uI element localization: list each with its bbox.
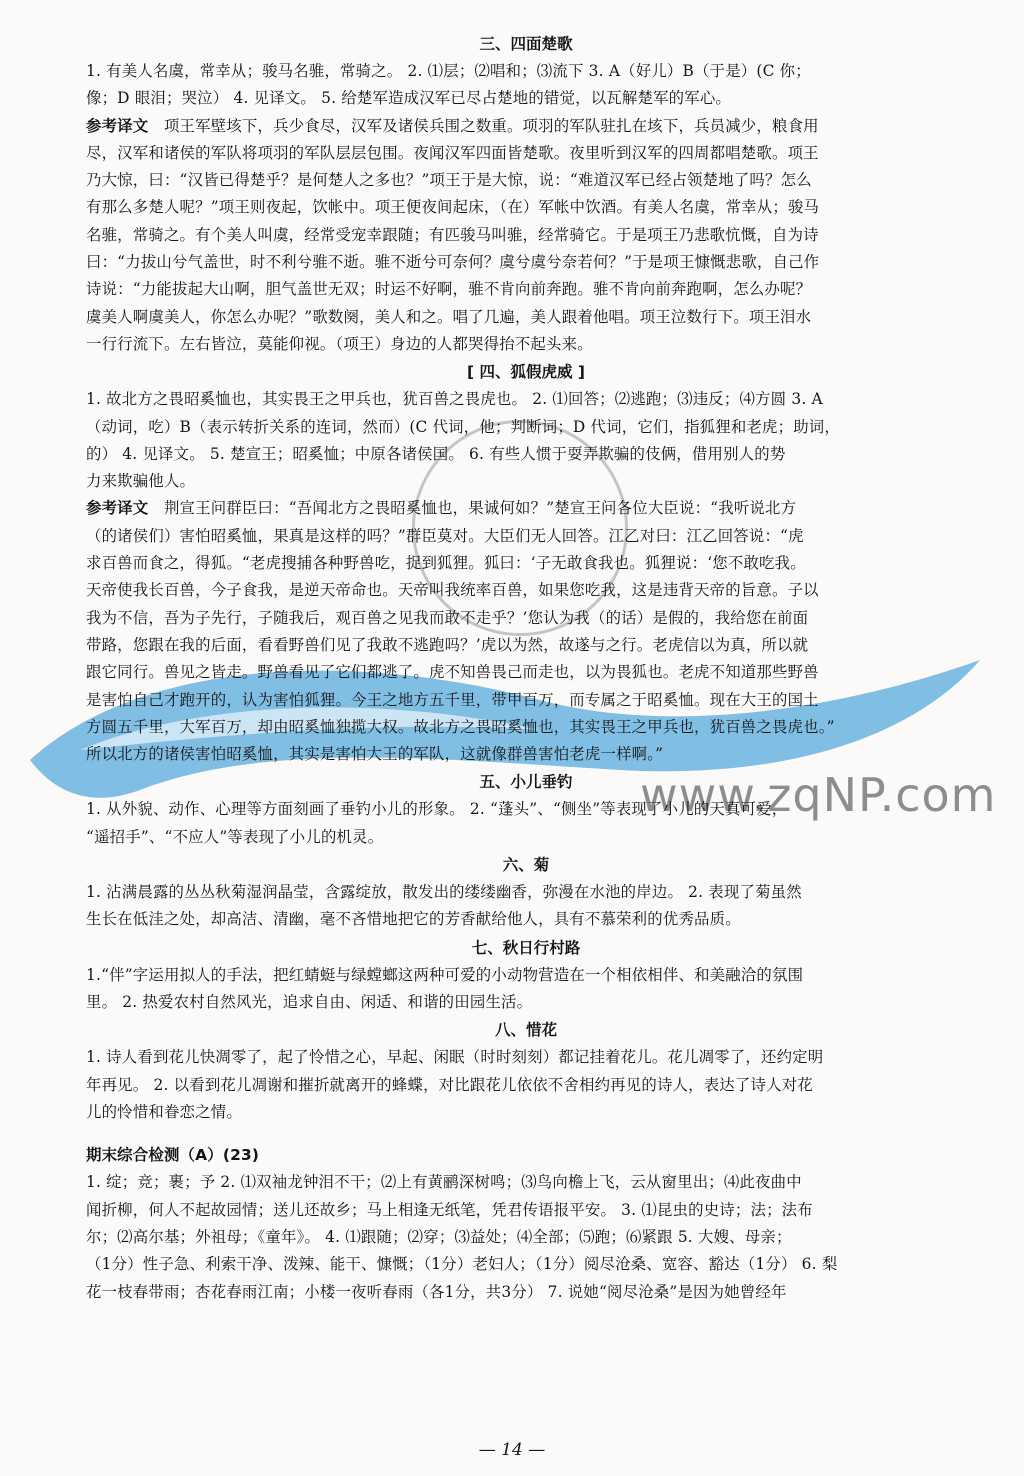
watermark-logo-text: www.zqNP.com: [640, 768, 997, 822]
section-title: 三、四面楚歌: [479, 35, 573, 53]
translation-line: 天帝使我长百兽，今子食我，是逆天帝命也。天帝叫我统率百兽，如果您吃我，这是违背天帝的旨意。子以: [86, 581, 819, 600]
translation-line: 乃大惊，曰：“汉皆已得楚乎？是何楚人之多也？”项王于是大惊，说：“难道汉军已经占领楚地了吗？怎么: [86, 171, 812, 190]
translation-label: 参考译文: [86, 116, 149, 135]
translation-line: 跟它同行。兽见之皆走。野兽看见了它们都逃了。虎不知兽畏己而走也，以为畏狐也。老虎不知道那些野兽: [86, 663, 819, 682]
answer-line: 儿的怜惜和眷恋之情。: [86, 1102, 242, 1121]
translation-line: 曰：“力拔山兮气盖世，时不利兮骓不逝。骓不逝兮可奈何？虞兮虞兮奈若何？”于是项王慷慨悲歌，自己作: [86, 253, 820, 272]
section-title: [ 四、狐假虎威 ]: [467, 363, 585, 382]
answer-page: [86, 30, 966, 1306]
answer-line: 年再见。 2. 以看到花儿凋谢和摧折就离开的蜂蝶，对比跟花儿依依不舍相约再见的诗人，表达了诗人对花: [86, 1075, 813, 1094]
translation-line: 求百兽而食之，得狐。“老虎搜捕各种野兽吃，捉到狐狸。狐曰：‘子无敢食我也。狐狸说：‘您不敢吃我。: [86, 554, 806, 573]
answer-line: 生长在低洼之处，却高洁、清幽，毫不吝惜地把它的芳香献给他人，具有不慕荣利的优秀品质。: [86, 910, 741, 929]
answer-line: “遥招手”、“不应人”等表现了小儿的机灵。: [86, 827, 384, 846]
section-title: 七、秋日行村路: [471, 938, 581, 957]
answer-line: 闻折柳，何人不起故园情；送儿还故乡；马上相逢无纸笔，凭君传语报平安。 3. ⑴昆虫的史诗；法；法布: [86, 1200, 813, 1219]
translation-line: 一行行流下。左右皆泣，莫能仰视。（项王）身边的人都哭得抬不起头来。: [86, 334, 593, 353]
answer-line: 1. 绽；竞；裹；予 2. ⑴双袖龙钟泪不干；⑵上有黄鹂深树鸣；⑶鸟向檐上飞，云从窗里出；⑷此夜曲中: [86, 1173, 802, 1192]
answer-line: 像；D 眼泪；哭泣） 4. 见译文。 5. 给楚军造成汉军已尽占楚地的错觉，以瓦解楚军的军心。: [86, 89, 732, 108]
section-title: 六、菊: [502, 856, 550, 875]
answer-line: 花一枝春带雨；杏花春雨江南；小楼一夜听春雨（各1分，共3分） 7. 说她“阅尽沧桑”是因为她曾经年: [86, 1282, 787, 1301]
translation-line: 方圆五千里，大军百万，却由昭奚恤独揽大权。故北方之畏昭奚恤也，其实畏王之甲兵也，犹百兽之畏虎也。”: [86, 717, 835, 736]
answer-line: 1.“伴”字运用拟人的手法，把红蜻蜓与绿螳螂这两种可爱的小动物营造在一个相依相伴、和美融洽的氛围: [86, 965, 804, 984]
page-number: — 14 —: [478, 1440, 546, 1460]
section-title: 八、惜花: [494, 1021, 557, 1040]
answer-line: 1. 从外貌、动作、心理等方面刻画了垂钓小儿的形象。 2. “蓬头”、“侧坐”等表现了小儿的天真可爱，: [86, 800, 788, 819]
section-title: 五、小儿垂钓: [479, 773, 573, 792]
translation-line: 尽，汉军和诸侯的军队将项羽的军队层层包围。夜闻汉军四面皆楚歌。夜里听到汉军的四周都唱楚歌。项王: [86, 143, 819, 162]
answer-line: 里。 2. 热爱农村自然风光，追求自由、闲适、和谐的田园生活。: [86, 992, 533, 1011]
translation-line: 是害怕自己才跑开的，认为害怕狐狸。今王之地方五千里，带甲百万，而专属之于昭奚恤。现在大王的国土: [86, 690, 819, 709]
translation-line: （的诸侯们）害怕昭奚恤，果真是这样的吗？”群臣莫对。大臣们无人回答。江乙对曰：江乙回答说：“虎: [86, 526, 804, 545]
answer-line: （1分）性子急、利索干净、泼辣、能干、慷慨；（1分）老妇人；（1分）阅尽沧桑、宽容、豁达（1分） 6. 梨: [86, 1255, 838, 1274]
translation-line: 有那么多楚人呢？”项王则夜起，饮帐中。项王便夜间起床，（在）军帐中饮酒。有美人名虞，常幸从；骏马: [86, 198, 820, 217]
answer-line: 1. 诗人看到花儿快凋零了，起了怜惜之心，早起、闲眠（时时刻刻）都记挂着花儿。花儿凋零了，还约定明: [86, 1048, 824, 1067]
translation-line: 带路，您跟在我的后面，看看野兽们见了我敢不逃跑吗？’虎以为然，故遂与之行。老虎信以为真，所以就: [86, 635, 809, 654]
answer-line: 尔；⑵高尔基；外祖母；《童年》。 4. ⑴跟随；⑵穿；⑶益处；⑷全部；⑸跑；⑹紧跟 5. 大嫂、母亲；: [86, 1227, 792, 1246]
translation-line: 参考译文 项王军壁垓下，兵少食尽，汉军及诸侯兵围之数重。项羽的军队驻扎在垓下，兵员减少，粮食用: [86, 116, 819, 135]
translation-line: 参考译文 荆宣王问群臣曰：“吾闻北方之畏昭奚恤也，果诚何如？”楚宣王问各位大臣说：“我听说北方: [86, 499, 797, 518]
answer-line: 力来欺骗他人。: [86, 472, 196, 491]
answer-line: （动词，吃）B（表示转折关系的连词，然而）(C 代词，他；判断词；D 代词，它们，指狐狸和老虎；助词，: [86, 417, 840, 436]
spacer: [86, 1126, 966, 1142]
translation-line: 虞美人啊虞美人，你怎么办呢？”歌数阕，美人和之。唱了几遍，美人跟着他唱。项王泣数行下。项王泪水: [86, 307, 812, 326]
translation-line: 名骓，常骑之。有个美人叫虞，经常受宠幸跟随；有匹骏马叫骓，经常骑它。于是项王乃悲歌忼慨，自为诗: [86, 225, 819, 244]
translation-label: 参考译文: [86, 499, 149, 518]
translation-line: 所以北方的诸侯害怕昭奚恤，其实是害怕大王的军队，这就像群兽害怕老虎一样啊。”: [86, 745, 664, 764]
exam-title: 期末综合检测（A）(23): [86, 1146, 260, 1165]
translation-line: 我为不信，吾为子先行，子随我后，观百兽之见我而敢不走乎？’您认为我（的话）是假的，我给您在前面: [86, 608, 809, 627]
answer-line: 1. 故北方之畏昭奚恤也，其实畏王之甲兵也，犹百兽之畏虎也。 2. ⑴回答；⑵逃跑；⑶违反；⑷方圆 3. A: [86, 390, 823, 409]
answer-line: 的） 4. 见译文。 5. 楚宣王；昭奚恤；中原各诸侯国。 6. 有些人惯于耍弄欺骗的伎俩，借用别人的势: [86, 444, 786, 463]
answer-line: 1. 有美人名虞，常幸从；骏马名骓，常骑之。 2. ⑴层；⑵唱和；⑶流下 3. A（好儿）B（于是）(C 你；: [86, 62, 811, 80]
answer-line: 1. 沾满晨露的丛丛秋菊湿润晶莹，含露绽放，散发出的缕缕幽香，弥漫在水池的岸边。 2. 表现了菊虽然: [86, 883, 802, 902]
translation-line: 诗说：“力能拔起大山啊，胆气盖世无双；时运不好啊，骓不肯向前奔跑。骓不肯向前奔跑啊，怎么办呢？: [86, 280, 812, 299]
